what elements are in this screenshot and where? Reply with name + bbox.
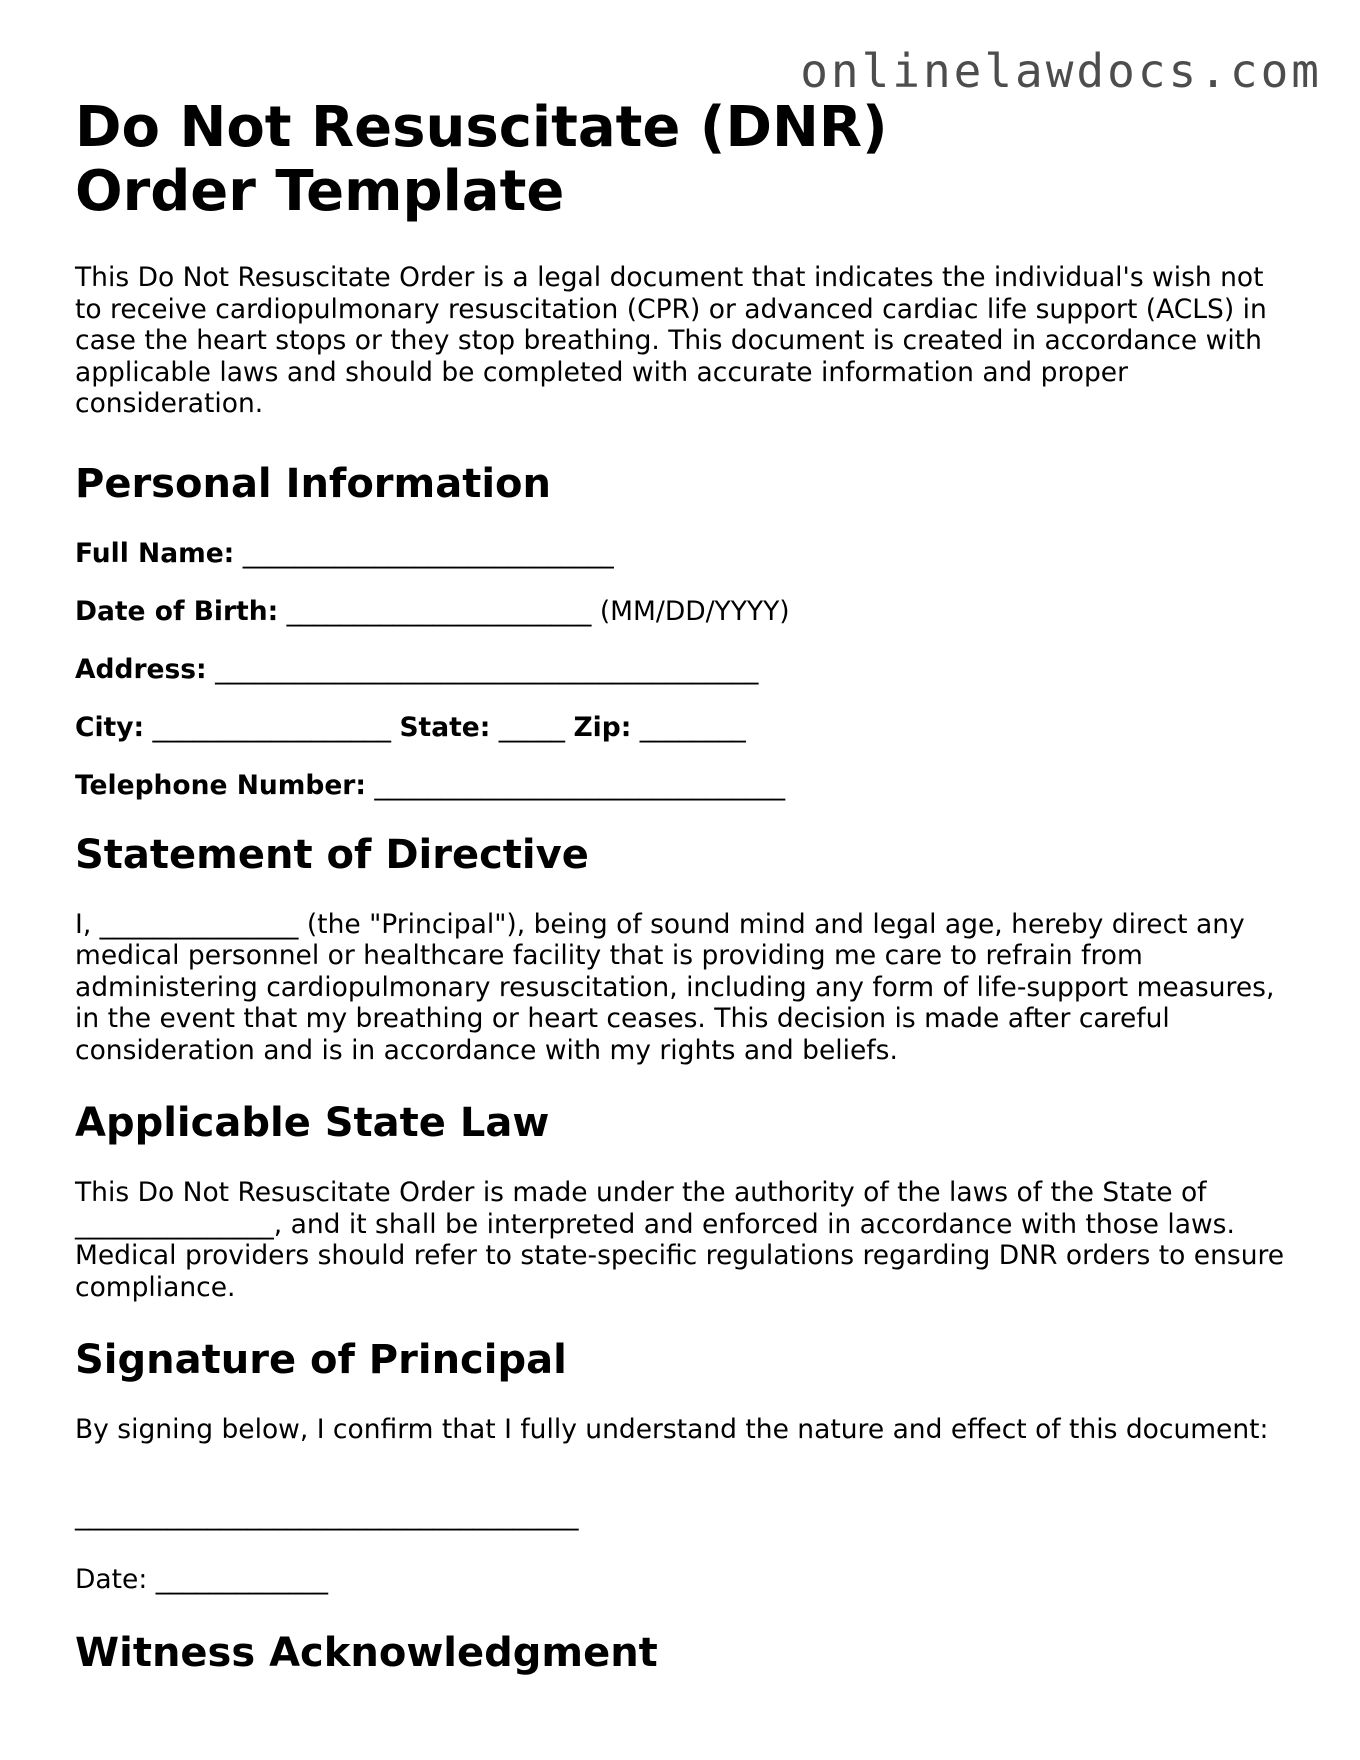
signature-of-principal-heading: Signature of Principal [75,1337,567,1383]
date-of-birth-field[interactable] [75,596,1295,627]
state-blank[interactable]: _____ [498,711,566,743]
signature-date-label: Date: [75,1563,148,1595]
address-field[interactable] [75,654,1295,685]
signature-confirmation-paragraph: By signing below, I confirm that I fully understand the nature and effect of this document: [75,1414,1269,1445]
document-title: Do Not Resuscitate (DNR) Order Template [75,95,888,224]
document-page [75,96,1295,1677]
city-label: City: [75,711,145,743]
applicable-state-law-heading: Applicable State Law [75,1100,550,1146]
full-name-blank[interactable]: ____________________________ [242,537,614,569]
watermark-text: onlinelawdocs.com [800,44,1322,98]
statement-of-directive-heading: Statement of Directive [75,831,589,878]
date-of-birth-blank[interactable]: _______________________ [286,595,592,627]
address-blank[interactable]: _________________________________________ [215,653,759,685]
full-name-label: Full Name: [75,537,235,569]
statement-paragraph: I, _______________ (the "Principal"), being of sound mind and legal age, hereby direct any medical personnel or healthcare facility that is providing me care to refrain from administering cardiopulmonary resuscitation, including any form of life-support measures, in the event that my breathing or heart ceases. This decision is made after careful consideration and is in accordance with my rights and beliefs. [75,908,1275,1066]
telephone-blank[interactable]: _______________________________ [374,769,786,801]
state-label: State: [399,711,491,743]
intro-paragraph: This Do Not Resuscitate Order is a legal document that indicates the individual's wish not to receive cardiopulmonary resuscitation (CPR) or advanced cardiac life support (ACLS) in case the heart stops or they stop breathing. This document is created in accordance with applicable laws and should be completed with accurate information and proper consideration. [75,262,1267,419]
city-state-zip-row [75,712,1295,743]
full-name-field[interactable] [75,538,1295,569]
city-blank[interactable]: __________________ [152,711,392,743]
date-of-birth-label: Date of Birth: [75,595,279,627]
witness-acknowledgment-heading: Witness Acknowledgment [75,1629,658,1676]
personal-information-heading: Personal Information [75,460,551,507]
zip-blank[interactable]: ________ [639,711,746,743]
date-format-hint: (MM/DD/YYYY) [599,595,790,627]
state-law-paragraph: This Do Not Resuscitate Order is made under the authority of the laws of the State of _______________, and it shall be interpreted and enforced in accordance with those laws. Medical providers should refer to state-specific regulations regarding DNR orders to ensure compliance. [75,1177,1285,1303]
address-label: Address: [75,653,207,685]
signature-line[interactable]: ______________________________________ [75,1499,579,1531]
zip-label: Zip: [573,711,632,743]
telephone-field[interactable] [75,770,1295,801]
telephone-label: Telephone Number: [75,769,366,801]
signature-date-field[interactable] [75,1564,1295,1595]
signature-date-blank[interactable]: _____________ [155,1563,328,1595]
